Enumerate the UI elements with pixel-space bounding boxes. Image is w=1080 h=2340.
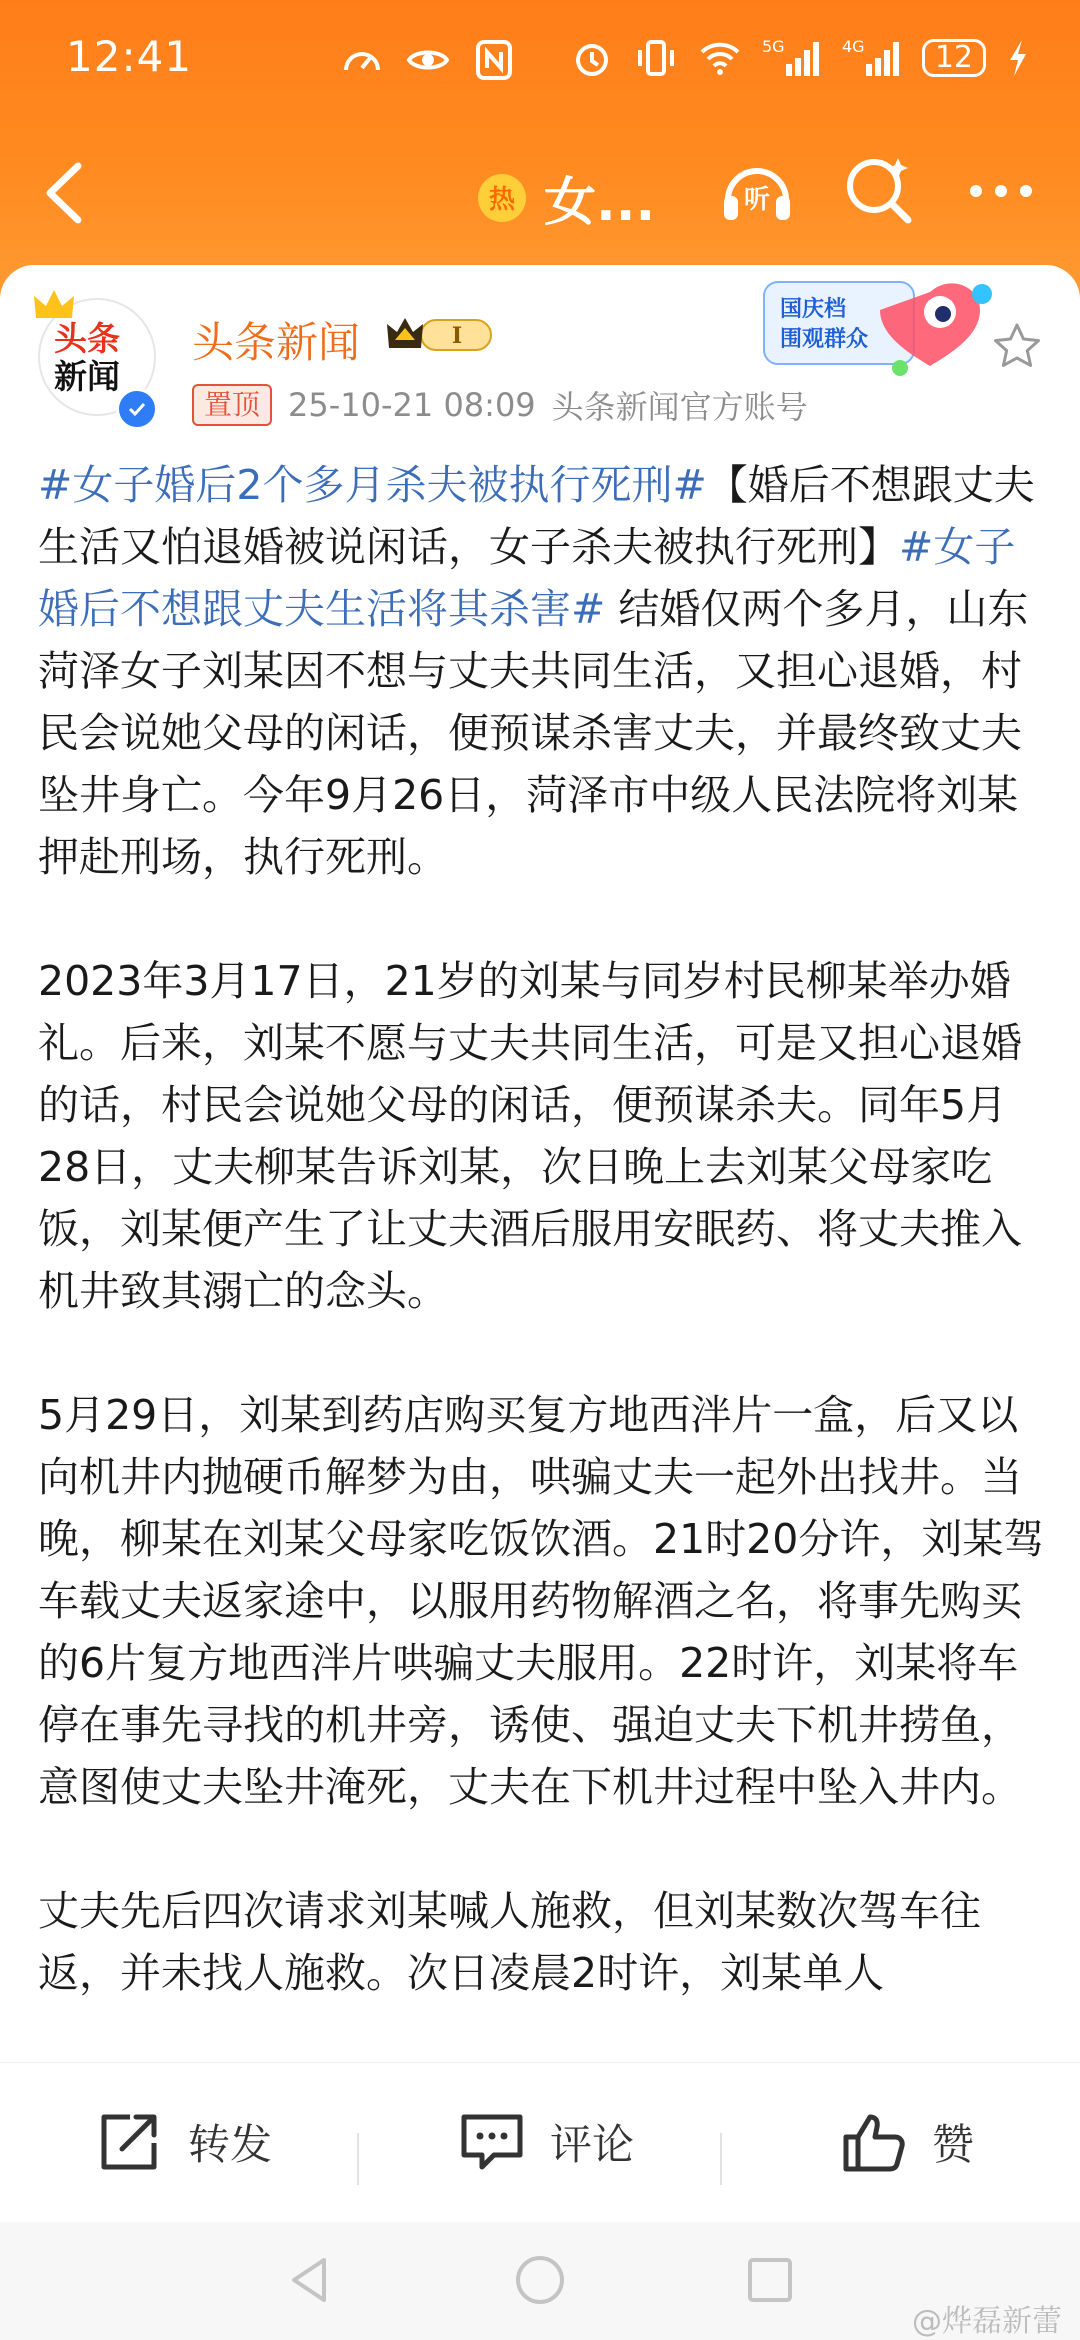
- comment-label: 评论: [550, 2120, 635, 2169]
- speedometer-icon: [340, 38, 384, 82]
- comment-icon: [458, 2111, 526, 2173]
- nfc-icon: [472, 38, 516, 82]
- article-body: [38, 454, 1048, 2054]
- nav-bar: [0, 120, 1080, 260]
- wifi-icon: [698, 36, 742, 80]
- avatar-line2: 新闻: [54, 357, 120, 396]
- article-paragraph-4: 丈夫先后四次请求刘某喊人施救，但刘某数次驾车往返，并未找人施救。次日凌晨2时许，刘某单人: [38, 1887, 981, 1997]
- article-paragraph-1: #女子婚后2个多月杀夫被执行死刑#【婚后不想跟丈夫生活又怕退婚被说闲话，女子杀夫被执行死刑】#女子婚后不想跟丈夫生活将其杀害# 结婚仅两个多月，山东菏泽女子刘某因不想与丈夫共同生活，又担心退婚，村民会说她父母的闲话，便预谋杀害丈夫，并最终致丈夫坠井身亡。今年9月26日，菏泽市中级人民法院将刘某押赴刑场，执行死刑。: [38, 461, 1035, 881]
- nav-title: [478, 160, 655, 235]
- more-icon[interactable]: [960, 150, 1042, 232]
- content-fade: [0, 2000, 1080, 2070]
- comment-button[interactable]: [458, 2111, 634, 2173]
- repost-button[interactable]: [96, 2111, 272, 2173]
- charging-icon: [1006, 36, 1030, 80]
- signal-5g-icon: [762, 36, 822, 80]
- action-divider: [720, 2133, 722, 2185]
- nav-back-triangle-icon[interactable]: [282, 2252, 338, 2308]
- repost-label: 转发: [188, 2120, 273, 2169]
- signal-4g-icon: [842, 36, 902, 80]
- nav-recents-square-icon[interactable]: [742, 2252, 798, 2308]
- level-text: I: [451, 323, 463, 349]
- hashtag-link[interactable]: #女子婚后不想跟丈夫生活将其杀害#: [38, 523, 1016, 633]
- alarm-icon: [570, 36, 614, 80]
- promo-line2: 围观群众: [780, 327, 869, 352]
- back-arrow-icon[interactable]: [36, 158, 96, 228]
- status-time: 12:41: [66, 32, 193, 81]
- verified-badge-icon: [116, 388, 158, 430]
- thumbs-up-icon: [840, 2111, 908, 2173]
- hashtag-link[interactable]: #女子婚后2个多月杀夫被执行死刑#: [38, 461, 707, 509]
- page-title: 女...: [544, 173, 656, 233]
- article-paragraph-3: 5月29日，刘某到药店购买复方地西泮片一盒，后又以向机井内抛硬币解梦为由，哄骗丈夫一起外出找井。当晚，柳某在刘某父母家吃饭饮酒。21时20分许，刘某驾车载丈夫返家途中，以服用药物解酒之名，将事先购买的6片复方地西泮片哄骗丈夫服用。22时许，刘某将车停在事先寻找的机井旁，诱使、强迫丈夫下机井捞鱼，意图使丈夫坠井淹死，丈夫在下机井过程中坠入井内。: [38, 1391, 1045, 1811]
- author-name[interactable]: 头条新闻: [192, 318, 361, 367]
- search-icon[interactable]: [838, 150, 920, 232]
- crown-icon: [32, 288, 76, 322]
- like-label: 赞: [932, 2120, 975, 2169]
- listen-headphones-icon[interactable]: [716, 150, 798, 232]
- status-bar: [0, 0, 1080, 120]
- battery-indicator: 12: [922, 39, 986, 77]
- post-meta: [192, 382, 808, 428]
- article-paragraph-2: 2023年3月17日，21岁的刘某与同岁村民柳某举办婚礼。后来，刘某不愿与丈夫共同生活，可是又担心退婚的话，村民会说她父母的闲话，便预谋杀夫。同年5月28日，丈夫柳某告诉刘某，次日晚上去刘某父母家吃饭，刘某便产生了让丈夫酒后服用安眠药、将丈夫推入机井致其溺亡的念头。: [38, 957, 1022, 1315]
- post-datetime: 25-10-21 08:09: [288, 386, 536, 424]
- hot-badge: 热: [478, 174, 526, 222]
- post-source: 头条新闻官方账号: [551, 388, 808, 426]
- like-button[interactable]: [840, 2111, 974, 2173]
- watermark: @烨磊新蕾: [912, 2304, 1062, 2339]
- promo-line1: 国庆档: [780, 297, 847, 322]
- pinned-badge: 置顶: [192, 384, 272, 426]
- signal-4g-label: 4G: [841, 37, 865, 56]
- action-divider: [357, 2133, 359, 2185]
- vibrate-icon: [634, 36, 678, 80]
- holiday-promo-banner[interactable]: [760, 272, 1000, 382]
- eye-icon: [406, 38, 450, 82]
- action-bar: [0, 2062, 1080, 2223]
- nav-home-circle-icon[interactable]: [512, 2252, 568, 2308]
- signal-5g-label: 5G: [761, 37, 785, 56]
- favorite-star-icon[interactable]: [990, 320, 1044, 374]
- svg-text:听: 听: [743, 185, 771, 215]
- level-badge-icon: [385, 314, 495, 356]
- share-icon: [96, 2111, 164, 2173]
- avatar-line1: 头条: [54, 319, 120, 358]
